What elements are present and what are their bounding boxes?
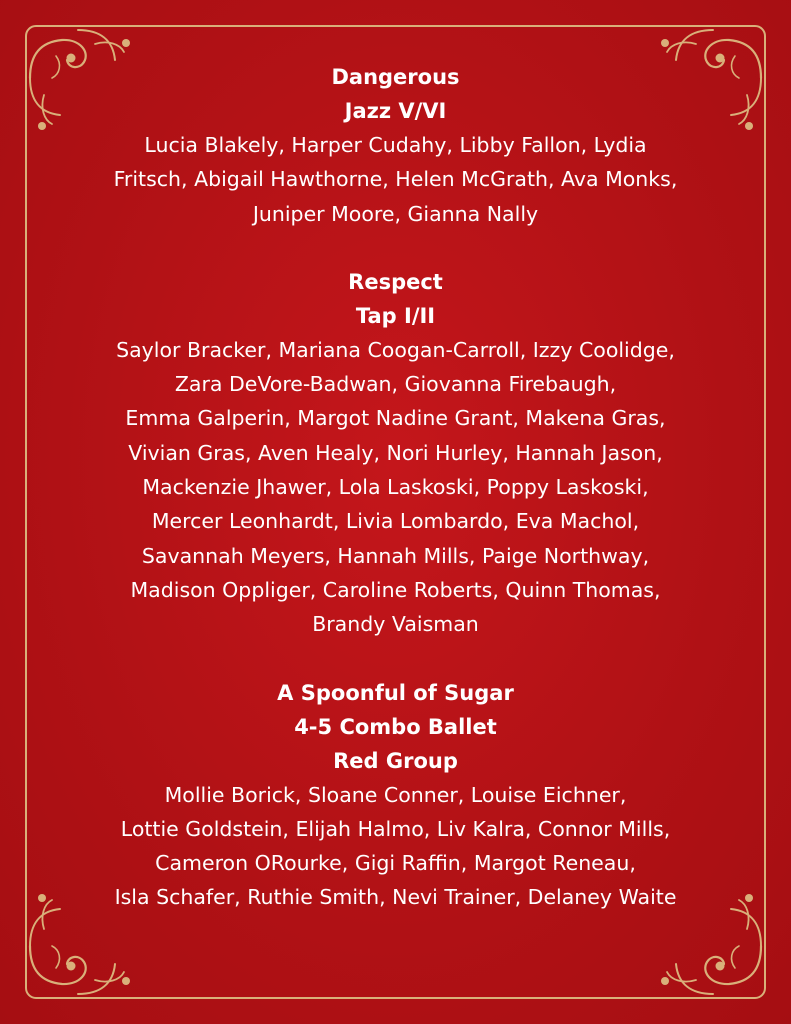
group-name: Red Group: [333, 748, 458, 773]
roster-line: Juniper Moore, Gianna Nally: [252, 201, 539, 226]
roster-line: Madison Oppliger, Caroline Roberts, Quinn Thomas,: [130, 577, 661, 602]
roster-line: Mollie Borick, Sloane Conner, Louise Eichner,: [164, 782, 627, 807]
roster-line: Lucia Blakely, Harper Cudahy, Libby Fallon, Lydia: [144, 133, 647, 157]
roster-line: Cameron ORourke, Gigi Raffin, Margot Reneau,: [155, 851, 636, 876]
roster-line: Emma Galperin, Margot Nadine Grant, Makena Gras,: [125, 406, 666, 431]
class-name: 4-5 Combo Ballet: [294, 714, 497, 739]
class-name: Jazz V/VI: [344, 99, 447, 123]
dance-title: Dangerous: [331, 65, 460, 89]
roster-line: Fritsch, Abigail Hawthorne, Helen McGrath, Ava Monks,: [113, 167, 678, 192]
dancer-roster: [60, 778, 731, 915]
dancer-roster: [60, 333, 731, 642]
roster-line: Saylor Bracker, Mariana Coogan-Carroll, Izzy Coolidge,: [116, 337, 675, 362]
roster-line: Savannah Meyers, Hannah Mills, Paige Northway,: [141, 543, 650, 568]
program-content: [60, 60, 731, 915]
roster-line: Mercer Leonhardt, Livia Lombardo, Eva Machol,: [151, 509, 640, 534]
dancer-roster: [60, 128, 731, 231]
dance-title: A Spoonful of Sugar: [277, 680, 514, 705]
roster-line: Lottie Goldstein, Elijah Halmo, Liv Kalra, Connor Mills,: [120, 816, 671, 841]
dance-section-spoonful-of-sugar: [60, 676, 731, 915]
class-name: Tap I/II: [355, 303, 436, 328]
dance-title: Respect: [348, 269, 443, 294]
roster-line: Isla Schafer, Ruthie Smith, Nevi Trainer, Delaney Waite: [114, 885, 677, 910]
roster-line: Vivian Gras, Aven Healy, Nori Hurley, Hannah Jason,: [128, 440, 663, 465]
roster-line: Mackenzie Jhawer, Lola Laskoski, Poppy Laskoski,: [142, 475, 649, 500]
dance-section-respect: [60, 265, 731, 642]
roster-line: Brandy Vaisman: [312, 612, 479, 637]
roster-line: Zara DeVore-Badwan, Giovanna Firebaugh,: [174, 372, 617, 397]
dance-section-dangerous: [60, 60, 731, 231]
